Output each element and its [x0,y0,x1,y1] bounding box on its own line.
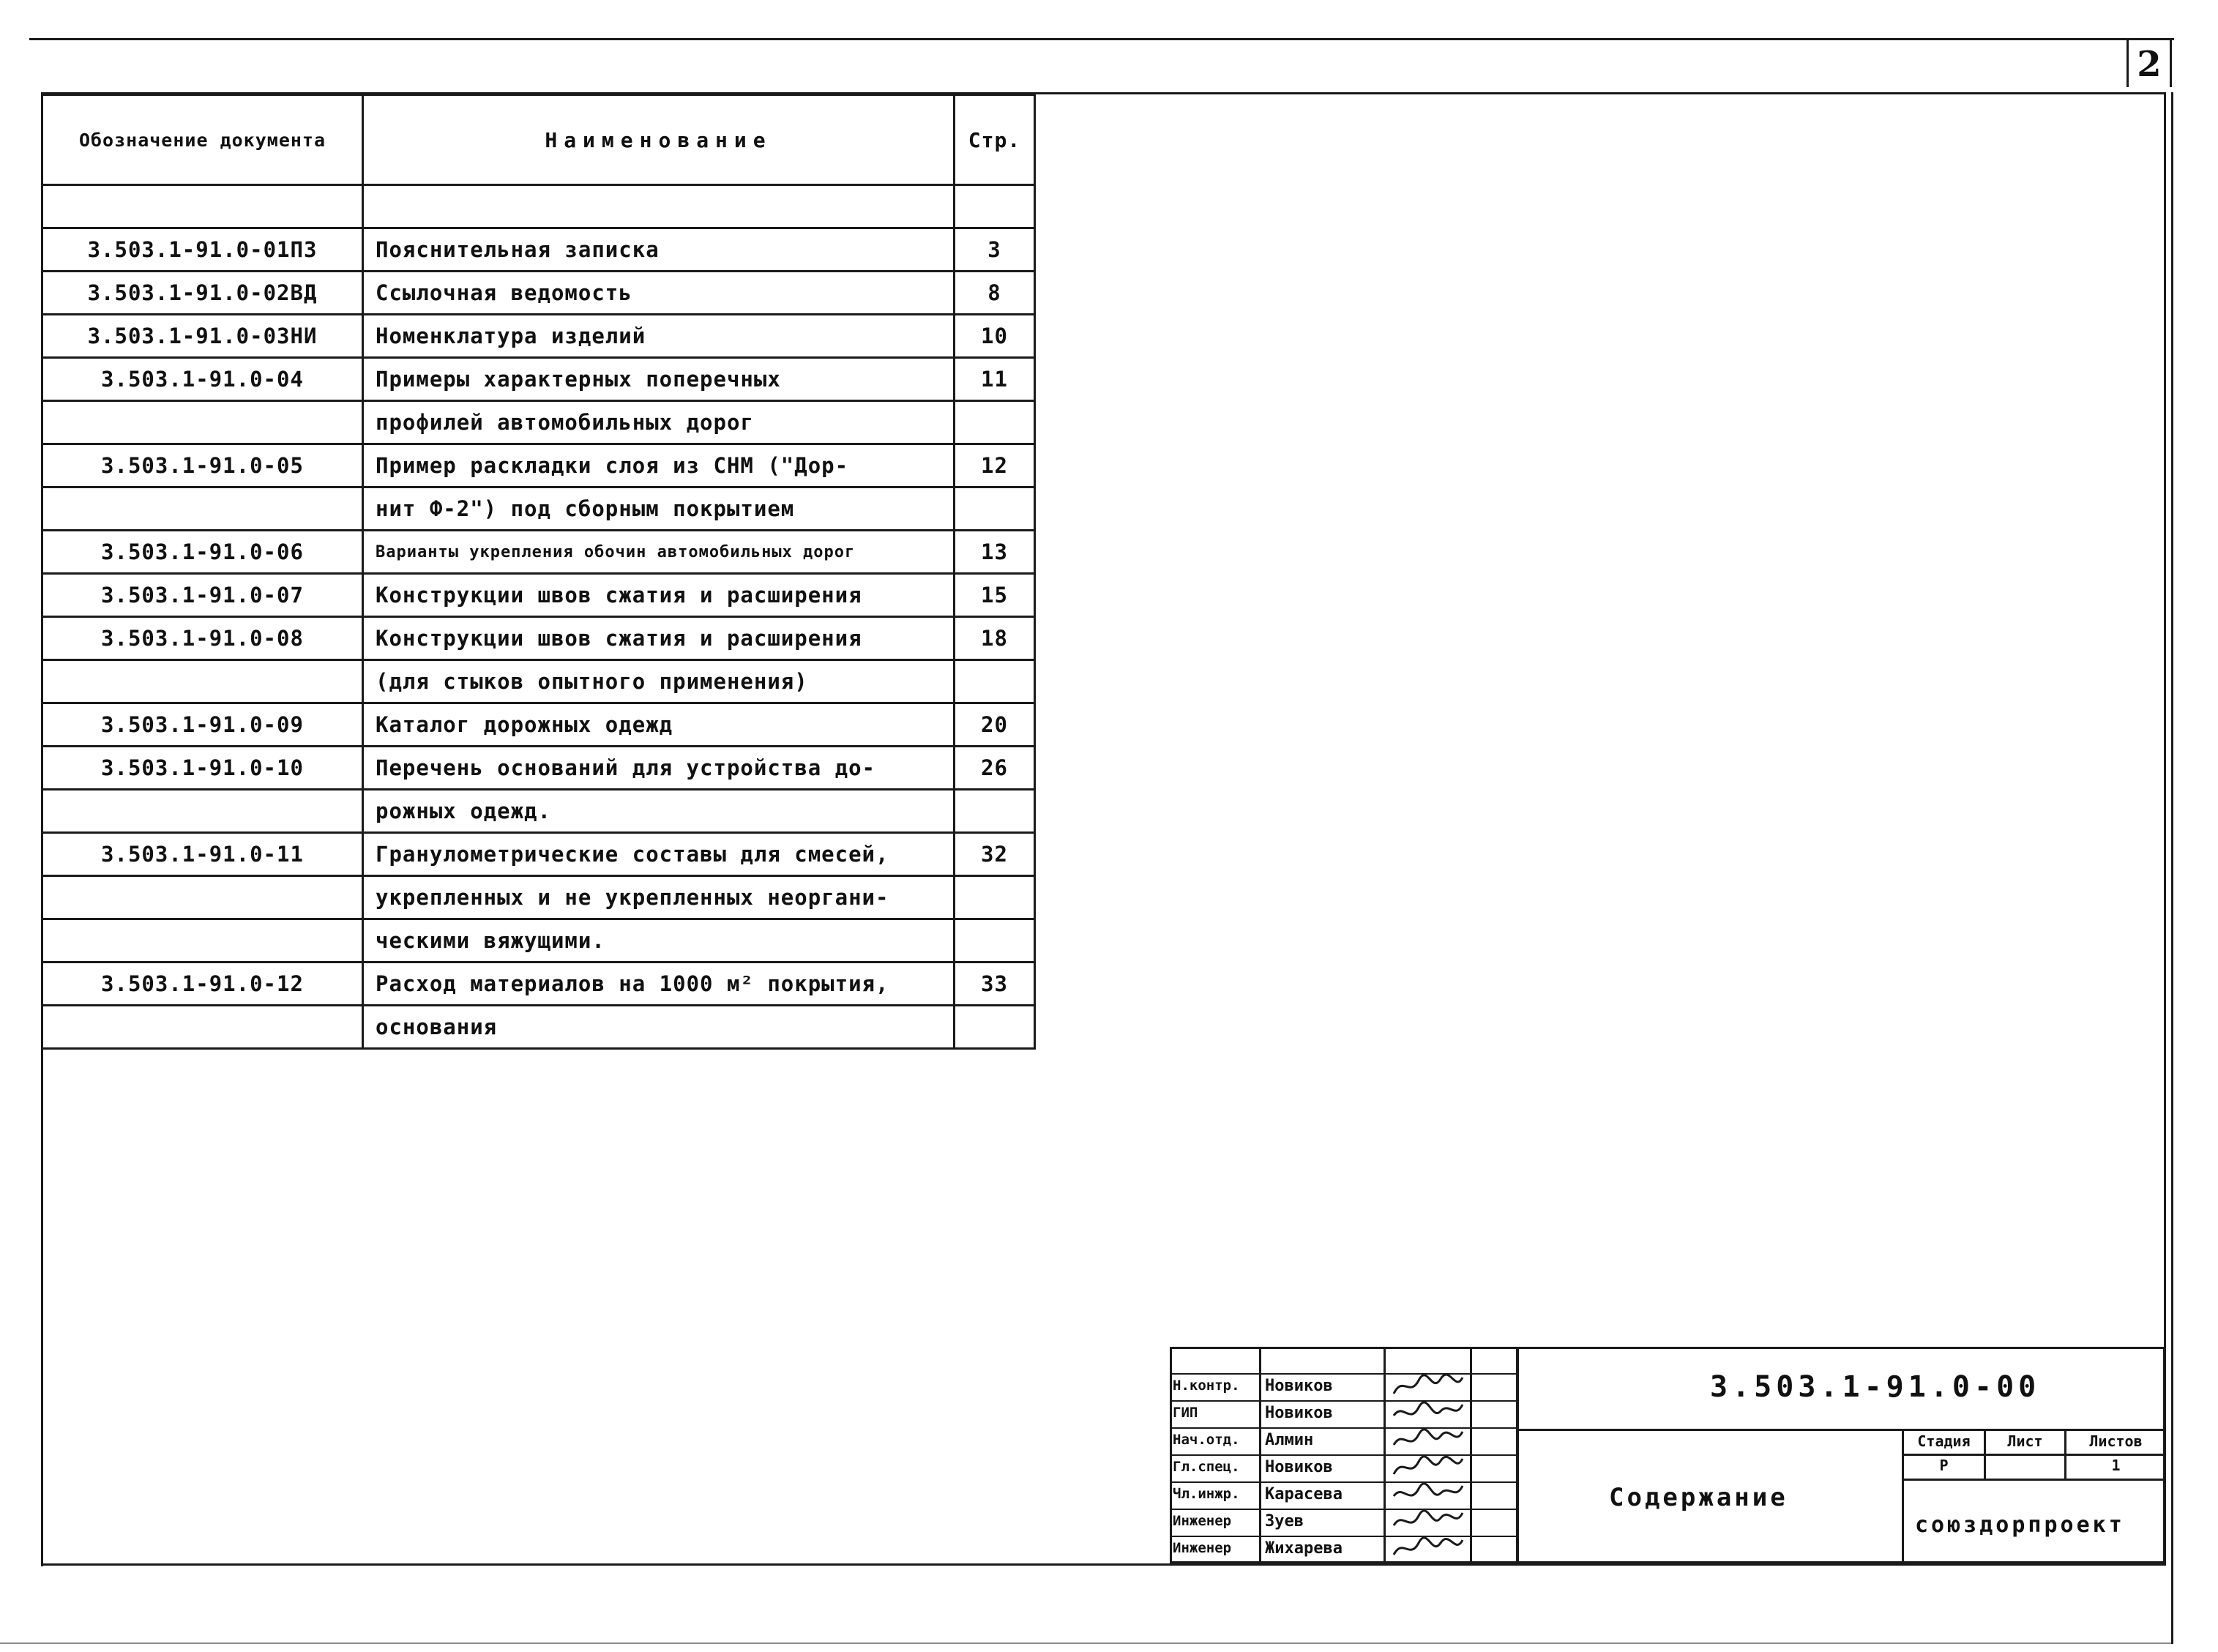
table-row [42,747,1035,790]
organization-name: союздорпроект [1915,1512,2125,1538]
cell-page: 26 [955,747,1035,790]
cell-name: профилей автомобильных дорог [363,401,955,444]
outer-right-line [2171,92,2173,1644]
cell-document-code [42,401,363,444]
cell-page: 8 [955,272,1035,315]
staff-name: Новиков [1265,1377,1333,1395]
document-title: Содержание [1609,1483,1788,1512]
staff-name: Зуев [1265,1512,1304,1530]
staff-name: Алмин [1265,1431,1314,1449]
table-row [42,833,1035,876]
cell-document-code [42,876,363,919]
header-document-code: Обозначение документа [42,95,363,185]
cell-document-code [42,790,363,833]
right-border-line [2164,92,2166,1565]
header-name: Наименование [363,95,955,185]
signature-mark [1388,1534,1468,1563]
cell-name: нит Ф-2") под сборным покрытием [363,487,955,531]
table-row [42,876,1035,919]
cell-page [955,790,1035,833]
cell-document-code [42,919,363,963]
cell-document-code: 3.503.1-91.0-12 [42,963,363,1006]
cell-page: 13 [955,531,1035,574]
cell-name: Гранулометрические составы для смесей, [363,833,955,876]
document-number: 3.503.1-91.0-00 [1710,1370,2041,1404]
staff-role: Н.контр. [1173,1378,1240,1394]
staff-role: Чл.инжр. [1173,1486,1240,1502]
table-row [42,358,1035,401]
cell-name: Номенклатура изделий [363,315,955,358]
cell-document-code: 3.503.1-91.0-05 [42,444,363,487]
table-row [42,531,1035,574]
header-page: Стр. [955,95,1035,185]
cell-document-code: 3.503.1-91.0-11 [42,833,363,876]
signature-mark [1388,1507,1468,1536]
cell-name: Варианты укрепления обочин автомобильных дорог [363,531,955,574]
cell-page [955,876,1035,919]
table-row [42,963,1035,1006]
table-row [42,487,1035,531]
cell-document-code: 3.503.1-91.0-06 [42,531,363,574]
contents-header-row [42,95,1035,185]
staff-role: Нач.отд. [1173,1432,1240,1448]
cell-name: Конструкции швов сжатия и расширения [363,574,955,617]
signature-mark [1388,1453,1468,1482]
lower-edge-line [0,1642,2173,1644]
staff-role: Инженер [1173,1540,1232,1556]
staff-name: Новиков [1265,1404,1333,1422]
sheets-value: 1 [2111,1457,2121,1474]
table-row [42,1006,1035,1049]
cell-page: 33 [955,963,1035,1006]
table-row [42,315,1035,358]
cell-name: рожных одежд. [363,790,955,833]
table-row [42,790,1035,833]
cell-name: ческими вяжущими. [363,919,955,963]
stage-header: Стадия [1917,1432,1971,1450]
staff-role: Инженер [1173,1513,1232,1529]
bottom-border-line [41,1563,2166,1566]
page-number-box: 2 [2126,38,2172,87]
sheet-header: Лист [2007,1432,2043,1450]
cell-name: Ссылочная ведомость [363,272,955,315]
cell-name: Конструкции швов сжатия и расширения [363,617,955,660]
sheets-header: Листов [2089,1432,2143,1450]
cell-name: Пояснительная записка [363,228,955,272]
signature-mark [1388,1399,1468,1428]
cell-page: 15 [955,574,1035,617]
cell-document-code: 3.503.1-91.0-10 [42,747,363,790]
cell-document-code: 3.503.1-91.0-01ПЗ [42,228,363,272]
table-row [42,617,1035,660]
table-row [42,401,1035,444]
cell-document-code: 3.503.1-91.0-04 [42,358,363,401]
table-row [42,919,1035,963]
cell-page: 20 [955,703,1035,747]
table-row [42,444,1035,487]
cell-page [955,660,1035,703]
cell-page [955,185,1035,228]
cell-name: укрепленных и не укрепленных неоргани- [363,876,955,919]
table-row [42,185,1035,228]
cell-name [363,185,955,228]
cell-page: 12 [955,444,1035,487]
signature-mark [1388,1372,1468,1401]
cell-document-code [42,1006,363,1049]
staff-name: Карасева [1265,1485,1343,1503]
cell-document-code: 3.503.1-91.0-03НИ [42,315,363,358]
contents-table [41,94,1036,1050]
cell-name: Перечень оснований для устройства до- [363,747,955,790]
title-divider-h [1517,1429,2165,1431]
cell-name: Пример раскладки слоя из СНМ ("Дор- [363,444,955,487]
cell-page [955,487,1035,531]
cell-document-code [42,487,363,531]
cell-document-code [42,185,363,228]
cell-page: 11 [955,358,1035,401]
cell-name: Расход материалов на 1000 м² покрытия, [363,963,955,1006]
stage-divider-h2 [1902,1479,2165,1481]
cell-document-code: 3.503.1-91.0-09 [42,703,363,747]
table-row [42,228,1035,272]
signature-mark [1388,1480,1468,1509]
cell-document-code: 3.503.1-91.0-08 [42,617,363,660]
stage-divider-h1 [1902,1454,2165,1456]
staff-name: Новиков [1265,1458,1333,1476]
cell-page: 18 [955,617,1035,660]
table-row [42,703,1035,747]
signature-mark [1388,1426,1468,1455]
cell-document-code: 3.503.1-91.0-02ВД [42,272,363,315]
cell-page: 32 [955,833,1035,876]
cell-page [955,1006,1035,1049]
cell-name: Каталог дорожных одежд [363,703,955,747]
staff-role: ГИП [1173,1405,1198,1421]
staff-role: Гл.спец. [1173,1459,1240,1475]
cell-page [955,919,1035,963]
cell-name: Примеры характерных поперечных [363,358,955,401]
cell-document-code [42,660,363,703]
table-row [42,574,1035,617]
top-border-line [29,38,2174,40]
title-block [1170,1347,2165,1563]
cell-name: основания [363,1006,955,1049]
staff-name: Жихарева [1265,1539,1343,1558]
table-row [42,272,1035,315]
cell-document-code: 3.503.1-91.0-07 [42,574,363,617]
cell-page: 3 [955,228,1035,272]
cell-page: 10 [955,315,1035,358]
cell-page [955,401,1035,444]
stage-value: Р [1939,1457,1949,1474]
cell-name: (для стыков опытного применения) [363,660,955,703]
table-row [42,660,1035,703]
